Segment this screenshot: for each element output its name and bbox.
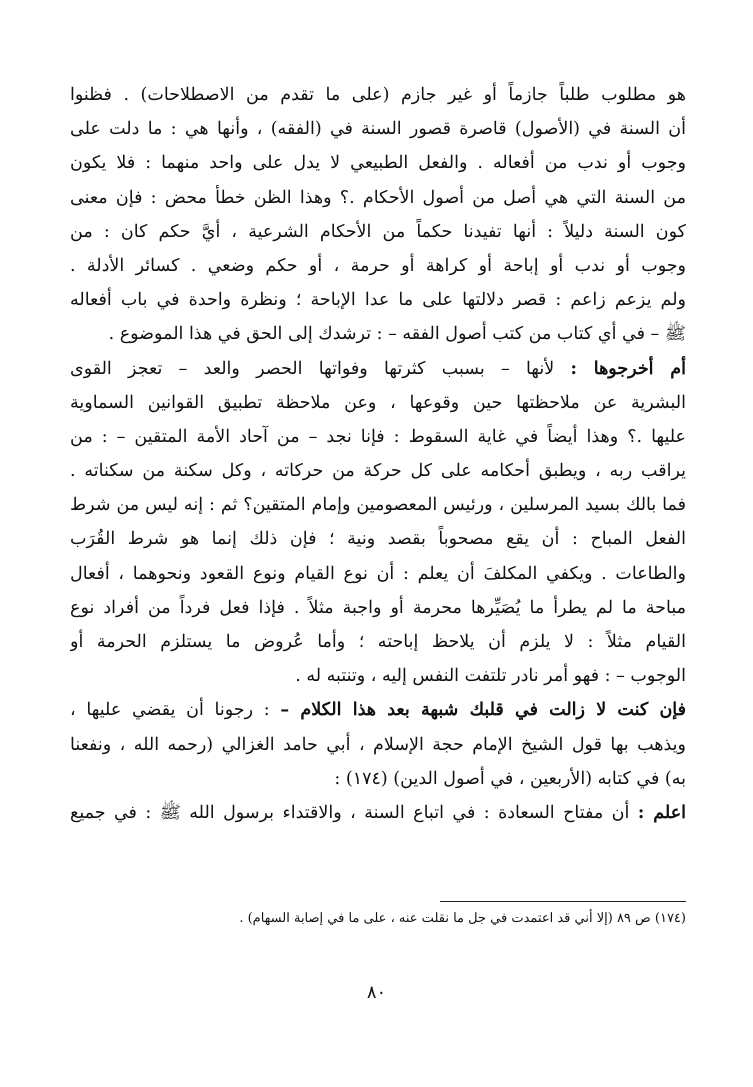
text-line: ولم يزعم زاعم : قصر دلالتها على ما عدا الإباحة ؛ ونظرة واحدة في باب أفعاله [70,290,686,311]
text-line: والطاعات . ويكفي المكلفَ أن يعلم : أن نوع القيام ونوع القعود ونحوهما ، أفعال [70,563,686,584]
text-line: عليها .؟ وهذا أيضاً في غاية السقوط : فإنا نجد – من آحاد الأمة المتقين – : من [70,426,686,447]
text-line: الفعل المباح : أن يقع مصحوباً بقصد ونية ؛ فإن ذلك إنما هو شرط القُرَب [70,529,686,550]
text-line: البشرية عن ملاحظتها حين وقوعها ، وعن ملاحظة تطبيق القوانين السماوية [70,392,686,413]
page-number: ٨٠ [366,982,387,1003]
text-line: القيام مثلاً : لا يلزم أن يلاحظ إباحته ؛ وأما عُروض ما يستلزم الحرمة أو [70,632,686,652]
paragraph-first-line-rest: : رجونا أن يقضي عليها ، [70,700,281,721]
text-line: أن السنة في (الأصول) قاصرة قصور السنة في (الفقه) ، وأنها هي : ما دلت على [70,119,686,140]
text-line: ويذهب بها قول الشيخ الإمام حجة الإسلام ، أبي حامد الغزالي (رحمه الله ، ونفعنا [70,734,686,755]
text-line: هو مطلوب طلباً جازماً أو غير جازم (على ما تقدم من الاصطلاحات) . فظنوا [70,85,686,105]
paragraph-lead-heading: فإن كنت لا زالت في قلبك شبهة بعد هذا الكلام – [280,700,686,721]
text-line: وجوب أو ندب من أفعاله . والفعل الطبيعي لا يدل على واحد منهما : فلا يكون [70,153,686,174]
text-line: ﷺ – في أي كتاب من كتب أصول الفقه – : ترشدك إلى الحق في هذا الموضوع . [108,324,686,345]
paragraph-first-line [70,796,686,830]
text-line: من السنة التي هي أصل من أصول الأحكام .؟ وهذا الظن خطأ محض : فإن معنى [70,187,686,208]
text-line: به) في كتابه (الأربعين ، في أصول الدين) (١٧٤) : [334,768,686,789]
paragraph-lead-heading: اعلم : [637,802,686,823]
text-line: مباحة ما لم يطرأ ما يُصَيِّرها محرمة أو واجبة مثلاً . فإذا فعل فرداً من أفراد نوع [70,597,686,618]
paragraph-first-line-rest: لأنها – بسبب كثرتها وفواتها الحصر والعد – تعجز القوى [70,358,571,379]
text-line: يراقب ربه ، ويطبق أحكامه على كل حركة من حركاته ، وكل سكنة من سكناته . [70,461,686,482]
footnote: (١٧٤) ص ٨٩ (إلا أني قد اعتمدت في جل ما نقلت عنه ، على ما في إصابة السهام) . [239,911,686,926]
text-line: فما بالك بسيد المرسلين ، ورئيس المعصومين وإمام المتقين؟ ثم : إنه ليس من شرط [70,495,686,516]
paragraph-lead-heading: أم أخرجوها : [570,358,686,379]
paragraph-first-line [70,352,686,386]
footnote-divider [440,901,686,902]
text-line: كون السنة دليلاً : أنها تفيدنا حكماً من الأحكام الشرعية ، أيَّ حكم كان : من [70,221,686,242]
body-text [70,78,686,830]
paragraph-first-line [70,693,686,727]
text-line: وجوب أو ندب أو إباحة أو كراهة أو حرمة ، أو حكم وضعي . كسائر الأدلة . [70,255,686,276]
paragraph-first-line-rest: أن مفتاح السعادة : في اتباع السنة ، والاقتداء برسول الله ﷺ : في جميع [70,802,638,823]
text-line: الوجوب – : فهو أمر نادر تلتفت النفس إليه ، وتنتبه له . [295,666,686,687]
